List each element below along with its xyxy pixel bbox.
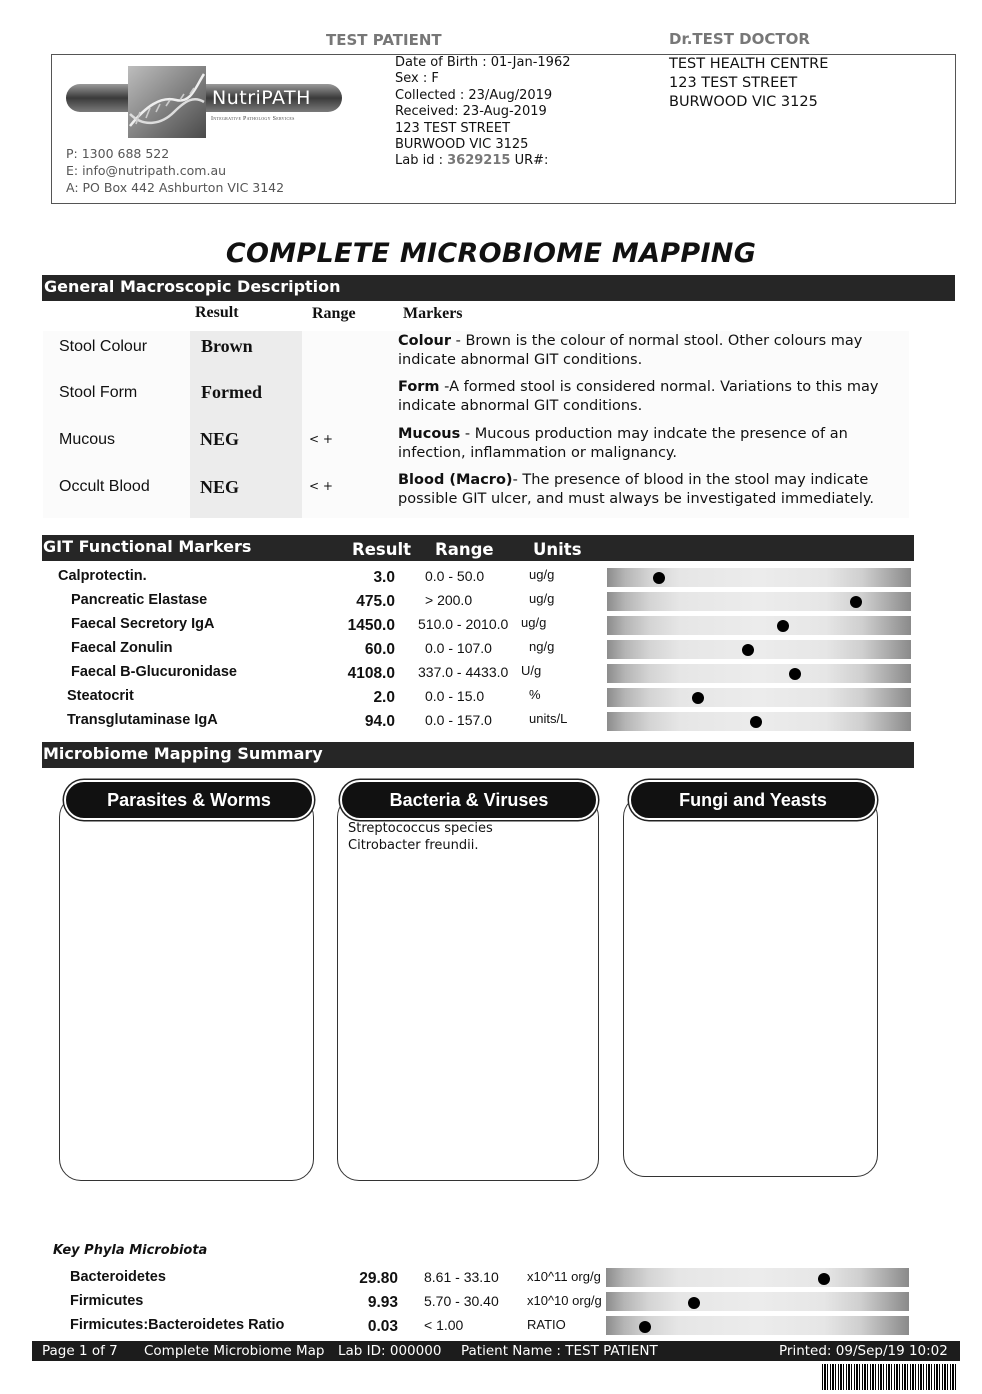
footer-bar: [32, 1341, 960, 1361]
git-marker-result-dot: [742, 644, 754, 656]
git-marker-name: Steatocrit: [67, 688, 134, 704]
git-marker-range-bar: [607, 592, 911, 611]
lab-contact: [66, 145, 284, 196]
doctor-address-line2: 123 TEST STREET: [669, 75, 798, 91]
git-marker-result-dot: [850, 596, 862, 608]
git-marker-result-dot: [750, 716, 762, 728]
phyla-range-bar: [606, 1316, 909, 1335]
macro-range-occult-blood: < +: [309, 479, 333, 493]
marker-title: Blood (Macro): [398, 472, 513, 488]
phyla-result: 29.80: [359, 1270, 398, 1287]
git-marker-range-bar: [607, 640, 911, 659]
phyla-range: < 1.00: [424, 1317, 464, 1333]
phyla-name: Firmicutes: [70, 1293, 144, 1309]
macro-result-stool-colour: Brown: [201, 336, 253, 356]
patient-street: 123 TEST STREET: [395, 120, 511, 136]
git-marker-range: 0.0 - 157.0: [425, 712, 492, 728]
macro-label-occult-blood: Occult Blood: [59, 478, 150, 495]
summary-section-bar: [42, 742, 914, 768]
macro-marker-colour: [398, 332, 903, 369]
lab-id-line: [395, 153, 571, 169]
logo-subtitle: Integrative Pathology Services: [211, 116, 295, 122]
git-marker-range-bar: [607, 664, 911, 683]
footer-report-name: Complete Microbiome Map: [144, 1343, 325, 1359]
doctor-address-line1: TEST HEALTH CENTRE: [669, 56, 829, 72]
git-marker-result: 4108.0: [347, 665, 395, 682]
git-marker-name: Calprotectin.: [58, 568, 147, 584]
phyla-range-bar: [606, 1292, 909, 1311]
phyla-unit: x10^11 org/g: [527, 1269, 601, 1284]
marker-title: Mucous: [398, 426, 461, 442]
macro-col-markers: Markers: [403, 305, 463, 322]
marker-title: Form: [398, 379, 440, 395]
collected-date: Collected : 23/Aug/2019: [395, 87, 553, 103]
phyla-result-dot: [818, 1273, 830, 1285]
phyla-range: 5.70 - 30.40: [424, 1293, 499, 1309]
git-marker-result-dot: [789, 668, 801, 680]
patient-details: [395, 55, 571, 170]
git-marker-result-dot: [692, 692, 704, 704]
macro-col-range: Range: [312, 305, 356, 322]
lab-id-value: 3629215: [447, 153, 511, 169]
macro-result-occult-blood: NEG: [200, 477, 240, 497]
git-marker-name: Pancreatic Elastase: [71, 592, 208, 608]
macro-marker-form: [398, 378, 903, 415]
git-col-units: Units: [533, 540, 582, 559]
git-marker-unit: units/L: [529, 711, 568, 726]
git-marker-unit: ug/g: [529, 567, 555, 582]
footer-printed: Printed: 09/Sep/19 10:02: [779, 1343, 948, 1359]
macroscopic-section-bar: [42, 275, 955, 301]
git-marker-result-dot: [777, 620, 789, 632]
barcode: [822, 1364, 956, 1390]
lab-postal-address: A: PO Box 442 Ashburton VIC 3142: [66, 180, 285, 195]
lab-email: E: info@nutripath.com.au: [66, 163, 227, 178]
macro-label-stool-form: Stool Form: [59, 384, 138, 401]
git-col-result: Result: [352, 540, 412, 559]
panel-title-bacteria-viruses: Bacteria & Viruses: [340, 780, 598, 820]
git-marker-name: Faecal Zonulin: [71, 640, 173, 656]
panel-parasites-worms: [59, 795, 314, 1181]
git-marker-name: Faecal Secretory IgA: [71, 616, 215, 632]
macro-label-stool-colour: Stool Colour: [59, 338, 148, 355]
doctor-address-line3: BURWOOD VIC 3125: [669, 94, 818, 110]
doctor-name-header: Dr.TEST DOCTOR: [669, 30, 810, 48]
git-marker-unit: %: [529, 687, 541, 702]
macroscopic-section-title: General Macroscopic Description: [44, 277, 341, 296]
git-marker-name: Transglutaminase IgA: [67, 712, 218, 728]
patient-sex: Sex : F: [395, 71, 439, 87]
footer-patient-name: Patient Name : TEST PATIENT: [461, 1343, 658, 1359]
phyla-name: Firmicutes:Bacteroidetes Ratio: [70, 1317, 285, 1333]
received-date: Received: 23-Aug-2019: [395, 104, 547, 120]
patient-name-header: TEST PATIENT: [326, 31, 442, 49]
git-marker-result: 475.0: [356, 593, 395, 610]
git-marker-unit: U/g: [521, 663, 542, 678]
patient-suburb: BURWOOD VIC 3125: [395, 137, 529, 153]
lab-phone: P: 1300 688 522: [66, 146, 170, 161]
bacteria-viruses-list: [348, 820, 493, 854]
git-marker-name: Faecal B-Glucuronidase: [71, 664, 237, 680]
git-marker-range: 0.0 - 50.0: [425, 568, 485, 584]
marker-description: - Brown is the colour of normal stool. Other colours may indicate abnormal GIT conditions.: [398, 333, 863, 368]
logo-text: NutriPATH: [212, 87, 311, 109]
git-marker-result-dot: [653, 572, 665, 584]
git-marker-result: 3.0: [373, 569, 395, 586]
git-marker-range: 0.0 - 107.0: [425, 640, 492, 656]
marker-title: Colour: [398, 333, 452, 349]
report-title: COMPLETE MICROBIOME MAPPING: [225, 238, 757, 269]
macro-label-mucous: Mucous: [59, 431, 116, 448]
git-marker-range-bar: [607, 616, 911, 635]
summary-section-title: Microbiome Mapping Summary: [43, 744, 323, 763]
doctor-address: [669, 55, 828, 112]
patient-dob: Date of Birth : 01-Jan-1962: [395, 55, 571, 70]
git-section-bar: [42, 535, 914, 561]
macro-result-mucous: NEG: [200, 429, 240, 449]
phyla-unit: RATIO: [527, 1317, 566, 1332]
phyla-section-title: Key Phyla Microbiota: [53, 1243, 208, 1258]
git-marker-range-bar: [607, 688, 911, 707]
git-marker-result: 1450.0: [347, 617, 395, 634]
footer-page: Page 1 of 7: [42, 1343, 118, 1359]
git-marker-result: 60.0: [364, 641, 395, 658]
ur-label: UR#:: [514, 153, 549, 169]
git-marker-range: 337.0 - 4433.0: [418, 664, 509, 680]
macro-marker-mucous: [398, 425, 903, 462]
macro-col-result: Result: [195, 304, 239, 321]
git-marker-result: 2.0: [373, 689, 395, 706]
git-marker-range: 510.0 - 2010.0: [418, 616, 509, 632]
marker-description: - The presence of blood in the stool may indicate possible GIT ulcer, and must always be investigated immediately.: [398, 472, 875, 507]
git-marker-unit: ug/g: [521, 615, 547, 630]
git-marker-range: > 200.0: [425, 592, 473, 608]
git-section-title: GIT Functional Markers: [43, 537, 252, 556]
phyla-result-dot: [688, 1297, 700, 1309]
phyla-name: Bacteroidetes: [70, 1269, 166, 1285]
git-marker-range-bar: [607, 568, 911, 587]
marker-description: -A formed stool is considered normal. Variations to this may indicate abnormal GIT conditions.: [398, 379, 879, 414]
macro-result-stool-form: Formed: [201, 382, 262, 402]
list-item: Citrobacter freundii.: [348, 838, 479, 853]
panel-title-parasites-worms: Parasites & Worms: [64, 780, 314, 820]
macro-range-mucous: < +: [309, 432, 333, 446]
phyla-range-bar: [606, 1268, 909, 1287]
phyla-range: 8.61 - 33.10: [424, 1269, 499, 1285]
phyla-result-dot: [639, 1321, 651, 1333]
list-item: Streptococcus species: [348, 821, 493, 836]
phyla-unit: x10^10 org/g: [527, 1293, 602, 1308]
git-marker-range-bar: [607, 712, 911, 731]
marker-description: - Mucous production may indcate the presence of an infection, inflammation or malignancy.: [398, 426, 848, 461]
lab-id-label: Lab id :: [395, 153, 443, 169]
git-marker-unit: ug/g: [529, 591, 555, 606]
git-marker-result: 94.0: [364, 713, 395, 730]
phyla-result: 0.03: [367, 1318, 398, 1335]
git-col-range: Range: [435, 540, 494, 559]
git-marker-range: 0.0 - 15.0: [425, 688, 485, 704]
phyla-result: 9.93: [367, 1294, 398, 1311]
macro-marker-blood: [398, 471, 910, 508]
panel-title-fungi-yeasts: Fungi and Yeasts: [629, 780, 877, 820]
panel-fungi-yeasts: [623, 795, 878, 1177]
git-marker-unit: ng/g: [529, 639, 555, 654]
footer-lab-id: Lab ID: 000000: [338, 1343, 442, 1359]
